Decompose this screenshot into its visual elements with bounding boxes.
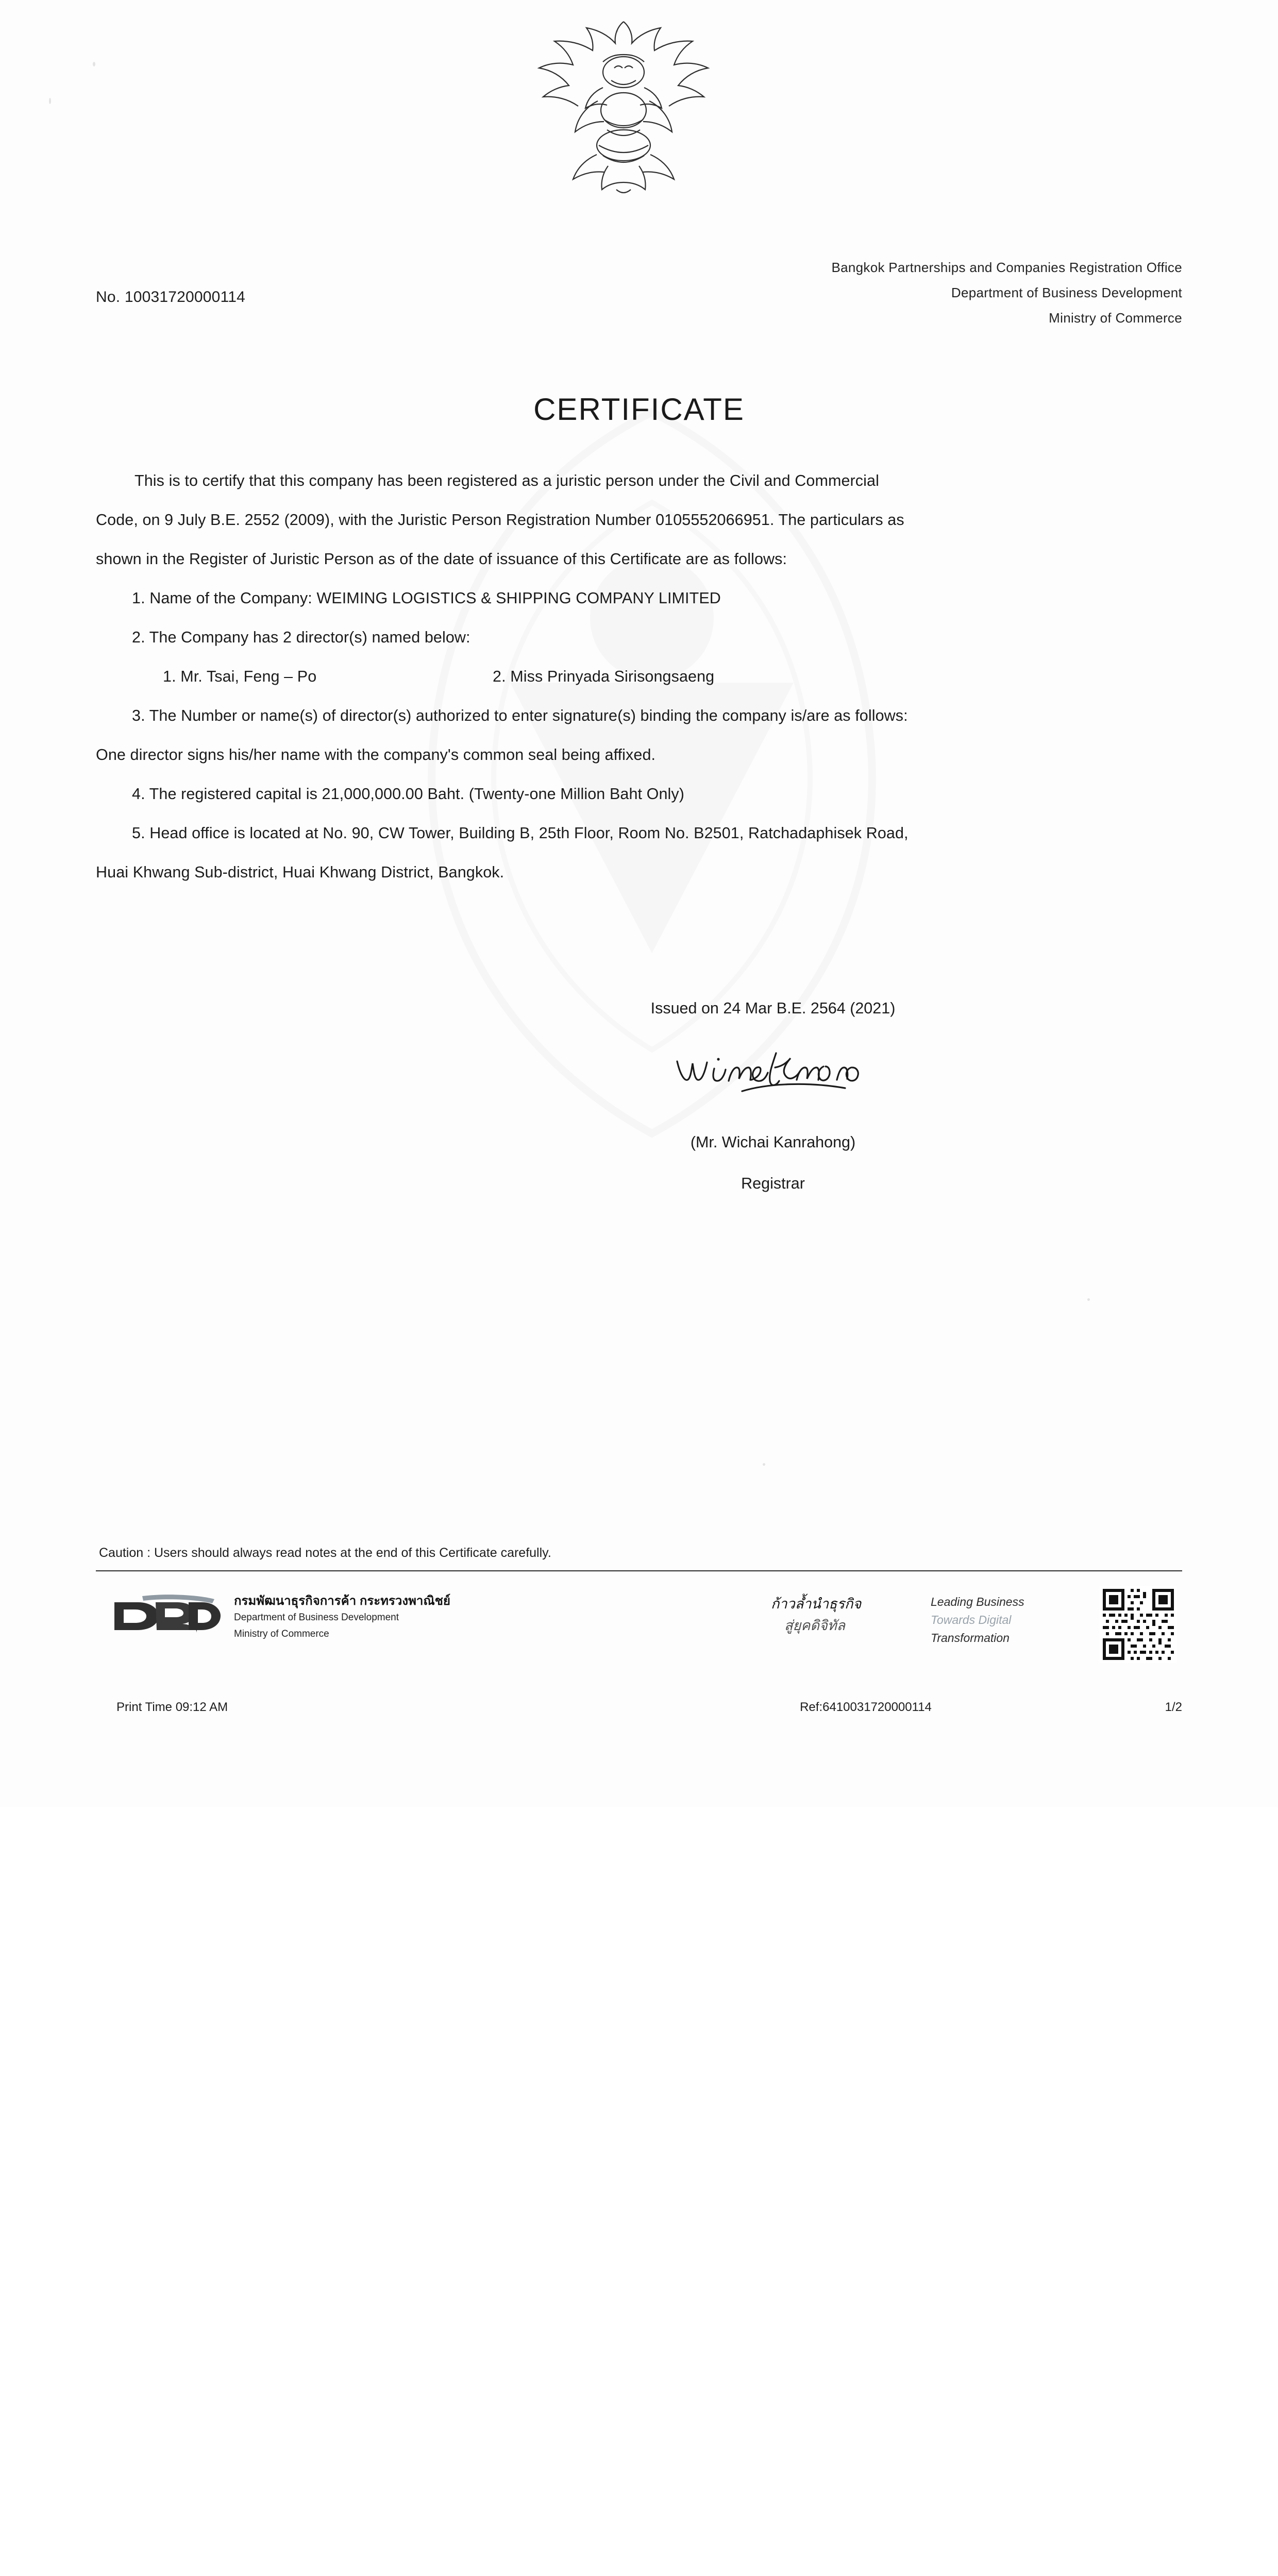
handwritten-signature-icon [670, 1046, 876, 1103]
document-number: No. 10031720000114 [96, 289, 245, 306]
dbd-english-line-2: Ministry of Commerce [234, 1629, 329, 1639]
scan-speck [1087, 1298, 1090, 1301]
scan-speck [763, 1463, 765, 1466]
print-time: Print Time 09:12 AM [116, 1700, 228, 1714]
page-number: 1/2 [1165, 1700, 1182, 1714]
registrar-name: (Mr. Wichai Kanrahong) [690, 1133, 856, 1151]
tagline-english-line-2: Towards Digital [931, 1613, 1012, 1626]
clause-3-line-1: 3. The Number or name(s) of director(s) authorized to enter signature(s) binding the company is/are as follows: [132, 707, 908, 724]
issue-date: Issued on 24 Mar B.E. 2564 (2021) [650, 999, 896, 1017]
footer-divider [96, 1570, 1182, 1571]
clause-3-line-2: One director signs his/her name with the company's common seal being affixed. [96, 746, 656, 764]
dbd-agency-text [234, 1593, 450, 1642]
tagline-english-line-3: Transformation [931, 1631, 1010, 1645]
garuda-emblem-icon [526, 0, 721, 206]
office-line-3: Ministry of Commerce [1049, 310, 1182, 326]
dbd-english-line-1: Department of Business Development [234, 1612, 399, 1623]
registrar-signature [0, 1046, 1278, 1105]
clause-5-line-1: 5. Head office is located at No. 90, CW Tower, Building B, 25th Floor, Room No. B2501, Ratchadaphisek Road, [132, 824, 909, 842]
caution-note: Caution : Users should always read notes at the end of this Certificate carefully. [99, 1546, 551, 1560]
tagline-english-line-1: Leading Business [931, 1595, 1024, 1608]
certificate-body [96, 461, 1182, 892]
clause-1-company-name: 1. Name of the Company: WEIMING LOGISTICS & SHIPPING COMPANY LIMITED [132, 589, 721, 607]
clause-2-directors: 2. The Company has 2 director(s) named below: [132, 629, 470, 646]
tagline-thai-line-1: ก้าวล้ำนำธุรกิจ [771, 1596, 862, 1612]
tagline-thai [771, 1593, 861, 1636]
director-1: 1. Mr. Tsai, Feng – Po [163, 668, 317, 685]
qr-code-icon [1100, 1586, 1177, 1663]
clause-4-capital: 4. The registered capital is 21,000,000.00 Baht. (Twenty-one Million Baht Only) [132, 785, 685, 803]
registrar-role: Registrar [741, 1175, 805, 1192]
intro-line-1: This is to certify that this company has been registered as a juristic person under the Civil and Commercial [134, 472, 879, 489]
issuing-office [831, 255, 1182, 331]
footer-bar [96, 1582, 1182, 1680]
director-row [96, 657, 1182, 696]
tagline-thai-line-2: สู่ยุคดิจิทัล [784, 1618, 846, 1633]
scan-speck [49, 98, 51, 104]
office-line-1: Bangkok Partnerships and Companies Registration Office [831, 260, 1182, 275]
director-2: 2. Miss Prinyada Sirisongsaeng [493, 668, 715, 685]
reference-number: Ref:6410031720000114 [800, 1700, 932, 1714]
office-line-2: Department of Business Development [951, 285, 1182, 300]
clause-5-line-2: Huai Khwang Sub-district, Huai Khwang District, Bangkok. [96, 863, 505, 881]
dbd-logo-icon [111, 1592, 222, 1638]
intro-line-3: shown in the Register of Juristic Person as of the date of issuance of this Certificate are as follows: [96, 550, 787, 568]
intro-line-2: Code, on 9 July B.E. 2552 (2009), with the Juristic Person Registration Number 0105552066951. The particulars as [96, 511, 904, 529]
footer-meta [96, 1700, 1182, 1715]
scan-speck [93, 62, 95, 66]
page-title: CERTIFICATE [533, 392, 745, 427]
tagline-english [931, 1593, 1024, 1647]
dbd-thai-name: กรมพัฒนาธุรกิจการค้า กระทรวงพาณิชย์ [234, 1594, 450, 1608]
